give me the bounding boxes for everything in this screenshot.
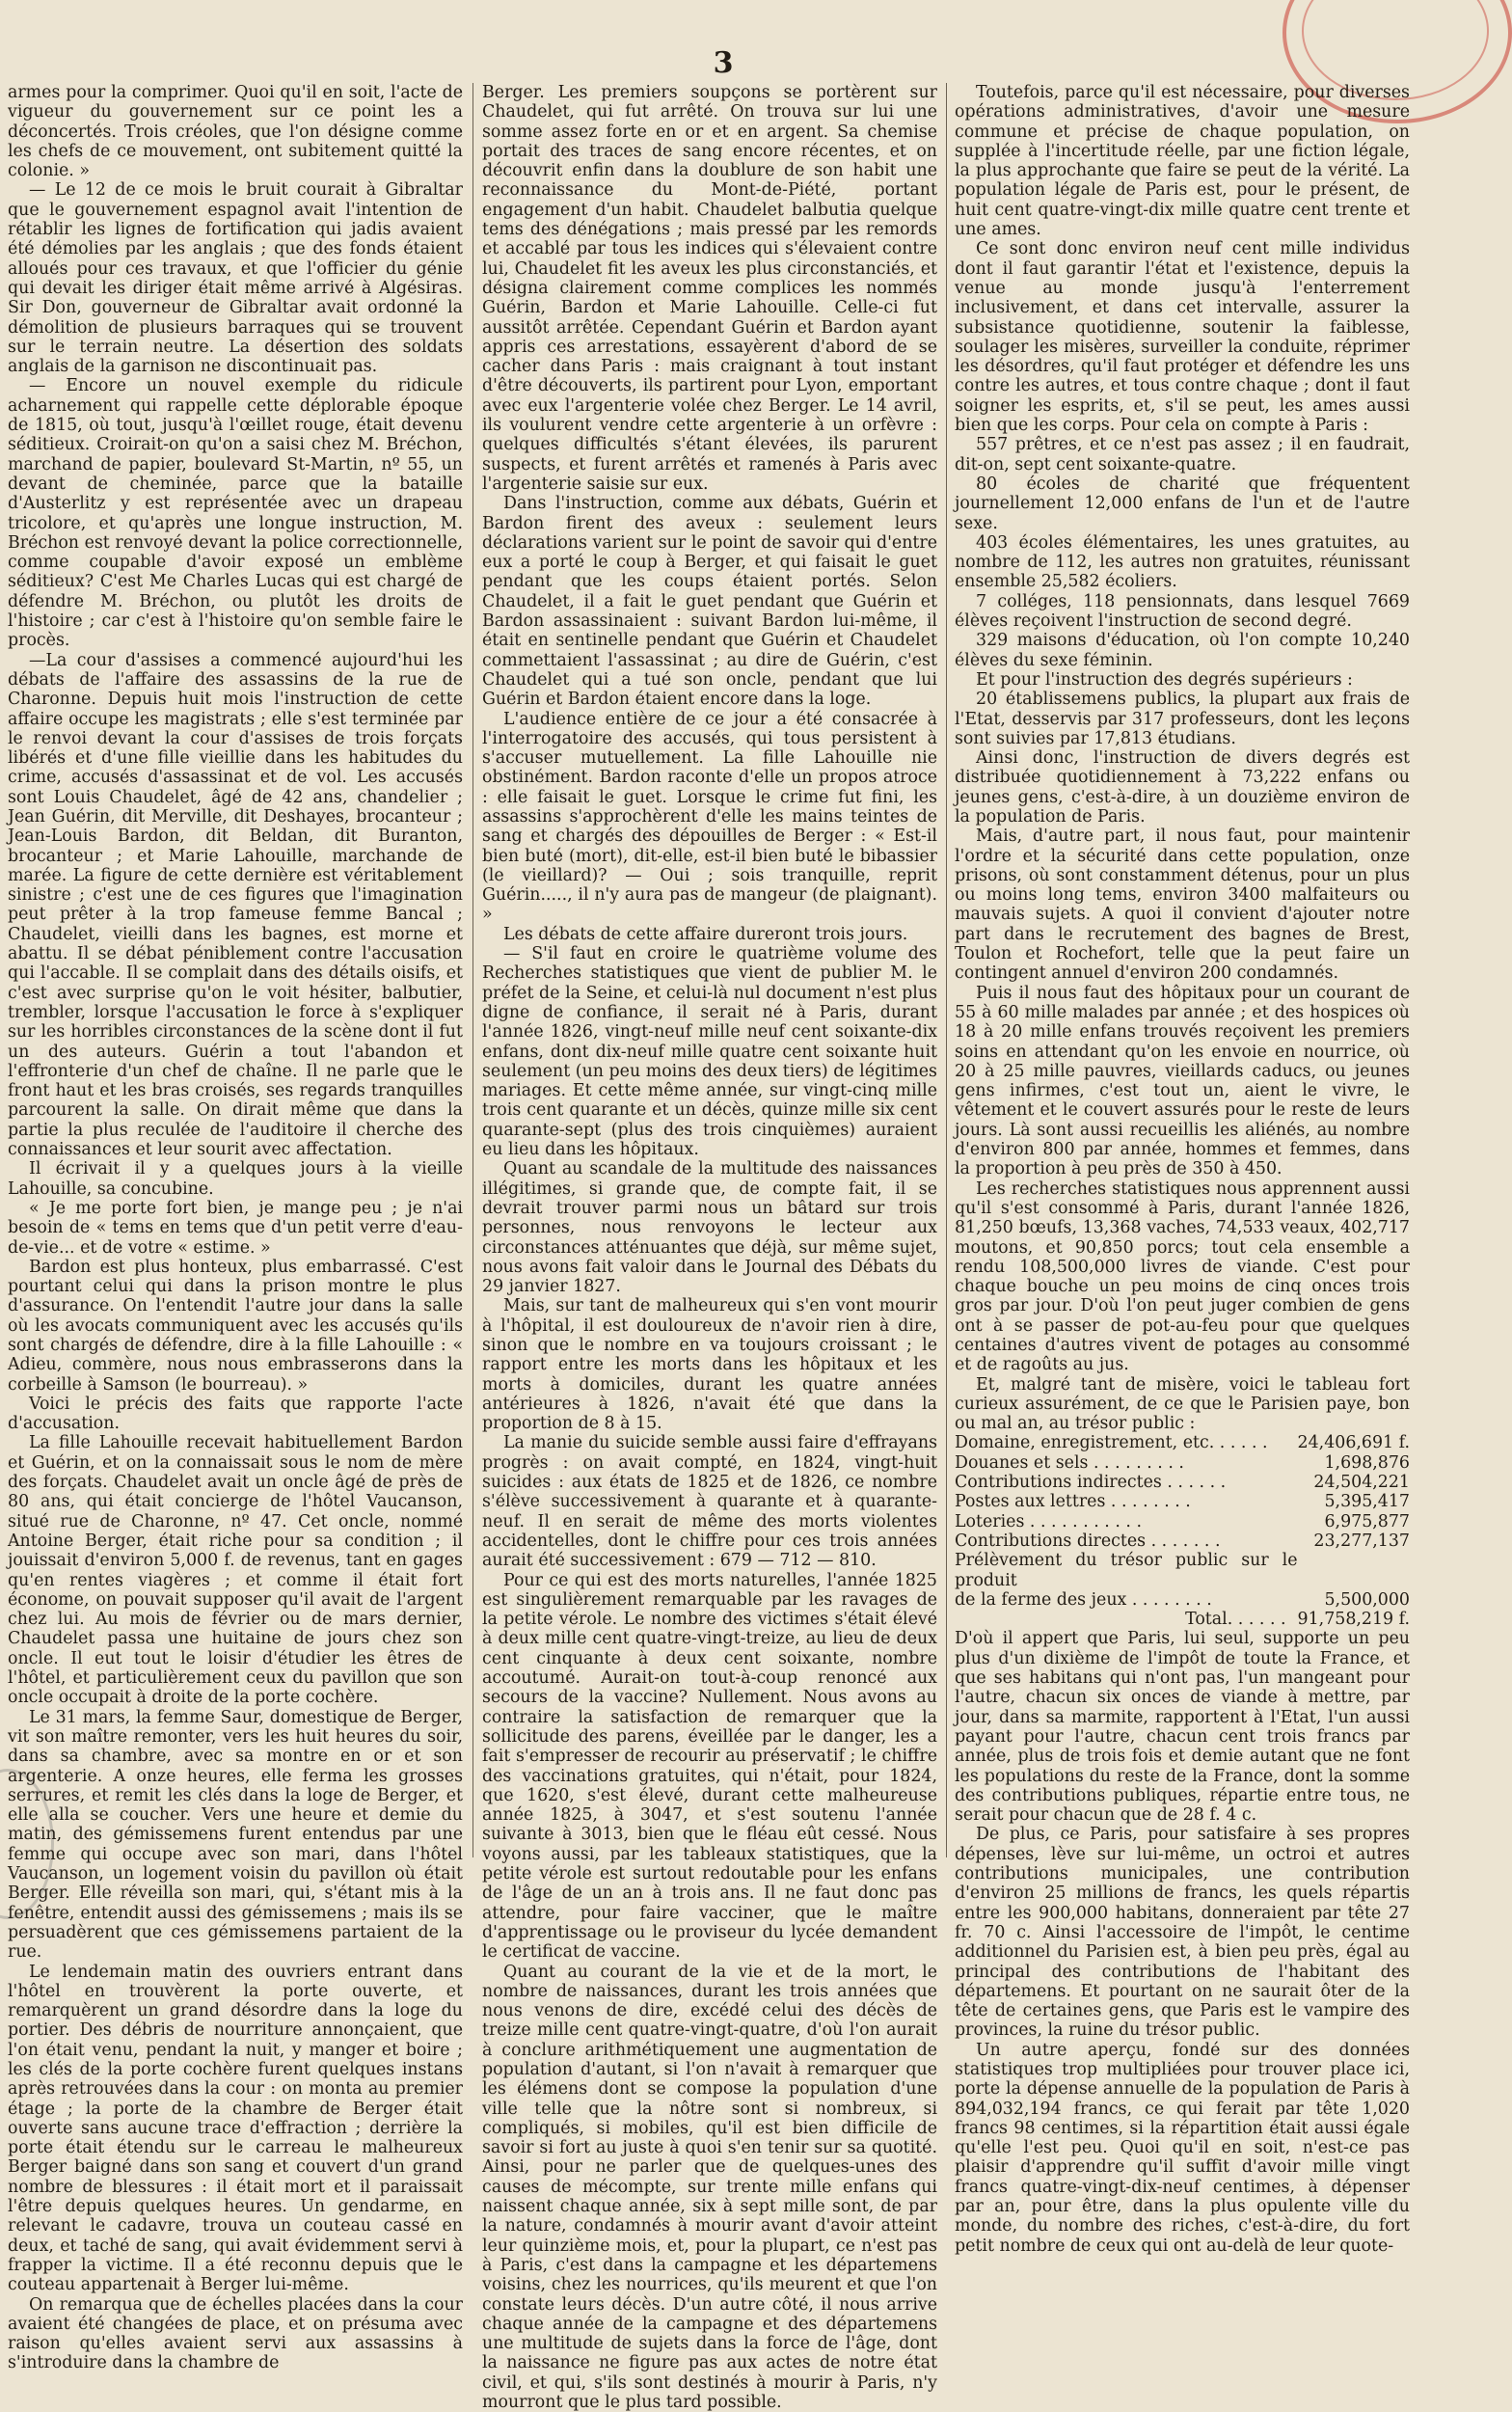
budget-amount: 6,975,877: [1298, 1512, 1410, 1531]
paragraph: Ce sont donc environ neuf cent mille individus dont il faut garantir l'état et l'existence, depuis la venue au monde jusqu'à l'enterrement inclusivement, et dans cet intervalle, assurer la subsistance quotidienne, soutenir la faiblesse, soulager les misères, surveiller la conduite, réprimer les désordres, qu'il faut protéger et défendre les uns contre les autres, et tous contre chaque ; dont il faut soigner les esprits, et, s'il se peut, les ames aussi bien que les corps. Pour cela on compte à Paris :: [955, 239, 1410, 435]
budget-amount: 24,406,691 f.: [1298, 1433, 1410, 1452]
paragraph: Bardon est plus honteux, plus embarrassé. C'est pourtant celui qui dans la prison montre le plus d'assurance. On l'entendit l'autre jour dans la salle où les avocats communiquent avec les accusés qu'ils sont chargés de défendre, dire à la fille Lahouille : « Adieu, commère, nous nous embrasserons dans la corbeille à Samson (le bourreau). »: [8, 1258, 463, 1395]
paragraph: Mais, sur tant de malheureux qui s'en vont mourir à l'hôpital, il est douloureux de n'avoir rien à dire, sinon que le nombre en va toujours croissant ; le rapport entre les morts dans les hôpitaux et les morts à domiciles, durant les quatre années antérieures à 1826, n'avait été que dans la proportion de 8 à 15.: [482, 1296, 937, 1433]
budget-amount: 5,500,000: [1298, 1590, 1410, 1610]
paragraph: 329 maisons d'éducation, où l'on compte 10,240 élèves du sexe féminin.: [955, 631, 1410, 670]
paragraph: Mais, d'autre part, il nous faut, pour maintenir l'ordre et la sécurité dans cette population, onze prisons, où sont constamment détenus, pour un plus ou moins long tems, environ 3400 malfaiteurs ou mauvais sujets. A quoi il convient d'ajouter notre part dans le recrutement des bagnes de Brest, Toulon et Rochefort, telle que la peut faire un contingent annuel d'environ 200 condamnés.: [955, 827, 1410, 983]
paragraph: Toutefois, parce qu'il est nécessaire, pour diverses opérations administratives, d'avoir une mesure commune et précise de chaque population, on supplée à l'incertitude réelle, par une fiction légale, la plus approchante que faire se peut de la vérité. La population légale de Paris est, pour le présent, de huit cent quatre-vingt-dix mille quatre cent trente et une ames.: [955, 83, 1410, 239]
paragraph: 557 prêtres, et ce n'est pas assez ; il en faudrait, dit-on, sept cent soixante-quatre.: [955, 435, 1410, 474]
paragraph: Puis il nous faut des hôpitaux pour un courant de 55 à 60 mille malades par année ; et des hospices où 18 à 20 mille enfans trouvés reçoivent les premiers soins en attendant qu'on les envoie en nourrice, où 20 à 25 mille pauvres, vieillards caducs, ou jeunes gens infirmes, c'est tout un, aient le vivre, le vêtement et le couvert assurés pour le reste de leurs jours. Là sont aussi recueillis les aliénés, au nombre d'environ 800 par année, hommes et femmes, dans la proportion à peu près de 350 à 450.: [955, 984, 1410, 1179]
column-2: [482, 83, 937, 1857]
table-row: [955, 1433, 1410, 1452]
budget-amount: 5,395,417: [1298, 1492, 1410, 1511]
budget-amount: [1298, 1551, 1410, 1590]
table-row: [955, 1492, 1410, 1511]
budget-label: Loteries . . . . . . . . . . .: [955, 1512, 1298, 1531]
budget-label: Domaine, enregistrement, etc. . . . . .: [955, 1433, 1298, 1452]
column-rule: [472, 83, 473, 1857]
table-row: [955, 1551, 1410, 1590]
paragraph: D'où il appert que Paris, lui seul, supporte un peu plus d'un dixième de l'impôt de toute la France, et que ses habitans qui n'ont pas, l'un mangeant pour l'autre, chacun six onces de viande à mettre, par jour, dans sa marmite, rapportent à l'Etat, l'un aussi payant pour l'autre, chacun cent trois francs par année, plus de trois fois et demie autant que ne font les populations du reste de la France, dont la somme des contributions publiques, répartie entre tous, ne serait pour chacun que de 28 f. 4 c.: [955, 1629, 1410, 1825]
paragraph: Il écrivait il y a quelques jours à la vieille Lahouille, sa concubine.: [8, 1159, 463, 1199]
budget-amount: 24,504,221: [1298, 1473, 1410, 1492]
paragraph: —La cour d'assises a commencé aujourd'hui les débats de l'affaire des assassins de la rue de Charonne. Depuis huit mois l'instruction de cette affaire occupe les magistrats ; elle s'est terminée par le renvoi devant la cour d'assises de trois forçats libérés et d'une fille vieillie dans les habitudes du crime, accusés d'assassinat et de vol. Les accusés sont Louis Chaudelet, âgé de 42 ans, chandelier ; Jean Guérin, dit Merville, dit Deshayes, brocanteur ; Jean-Louis Bardon, dit Beldan, dit Buranton, brocanteur ; et Marie Lahouille, marchande de marée. La figure de cette dernière est véritablement sinistre ; c'est une de ces figures que l'imagination peut prêter à la trop fameuse femme Bancal ; Chaudelet, vieilli dans les bagnes, est morne et abattu. Il se débat péniblement contre l'accusation qui l'accable. Il se complait dans des détails oisifs, et c'est avec surprise qu'on le voit hésiter, balbutier, trembler, lorsque l'accusation le force à s'expliquer sur les horribles circonstances de la scène dont il fut un des auteurs. Guérin a tout l'abandon et l'effronterie d'un chef de chaîne. Il ne parle que le front haut et les bras croisés, ses regards tranquilles parcourent la salle. On dirait même que dans la partie la plus reculée de l'auditoire il cherche des connaissances et leur sourit avec affectation.: [8, 651, 463, 1160]
budget-label: Prélèvement du trésor public sur le produit: [955, 1551, 1298, 1590]
paragraph: On remarqua que de échelles placées dans la cour avaient été changées de place, et on présuma avec raison qu'elles avaient servi aux assassins à s'introduire dans la chambre de: [8, 2295, 463, 2373]
paragraph: Le lendemain matin des ouvriers entrant dans l'hôtel en trouvèrent la porte ouverte, et remarquèrent un grand désordre dans la loge du portier. Des débris de nourriture annonçaient, que l'on était venu, pendant la nuit, y manger et boire ; les clés de la porte cochère furent quelques instans après retrouvées dans la cour : on monta au premier étage ; la porte de la chambre de Berger était ouverte sans aucune trace d'effraction ; derrière la porte était étendu sur le carreau le malheureux Berger baigné dans son sang et couvert d'un grand nombre de blessures : il était mort et il paraissait l'être depuis quelques heures. Un gendarme, en relevant le cadavre, trouva un couteau cassé en deux, et taché de sang, qui avait évidemment servi à frapper la victime. Il a été reconnu depuis que le couteau appartenait à Berger lui-même.: [8, 1963, 463, 2295]
paragraph: De plus, ce Paris, pour satisfaire à ses propres dépenses, lève sur lui-même, un octroi et autres contributions municipales, une contribution d'environ 25 millions de francs, les quels répartis entre les 900,000 habitans, donneraient par tête 27 fr. 70 c. Ainsi l'accessoire de l'impôt, le centime additionnel du Parisien est, à bien peu près, égal au principal des contributions de l'habitant des départemens. Et pourtant on ne saurait ôter de la tête de certaines gens, que Paris est le vampire des provinces, la ruine du trésor public.: [955, 1825, 1410, 2040]
paragraph: Berger. Les premiers soupçons se portèrent sur Chaudelet, qui fut arrêté. On trouva sur lui une somme assez forte en or et en argent. Sa chemise portait des traces de sang encore récentes, et on découvrit enfin dans la doublure de son habit une reconnaissance du Mont-de-Piété, portant engagement d'un habit. Chaudelet balbutia quelque tems des dénégations ; mais pressé par les remords et accablé par tous les indices qui s'élevaient contre lui, Chaudelet fit les aveux les plus circonstanciés, et désigna clairement comme complices les nommés Guérin, Bardon et Marie Lahouille. Celle-ci fut aussitôt arrêtée. Cependant Guérin et Bardon ayant appris ces arrestations, essayèrent d'abord de se cacher dans Paris : mais craignant à tout instant d'être découverts, ils partirent pour Lyon, emportant avec eux l'argenterie volée chez Berger. Le 14 avril, ils voulurent vendre cette argenterie à un orfèvre : quelques difficultés s'étant élevées, ils parurent suspects, et furent arrêtés et ramenés à Paris avec l'argenterie saisie sur eux.: [482, 83, 937, 494]
paragraph: Quant au courant de la vie et de la mort, le nombre de naissances, durant les trois années que nous venons de dire, excédé celui des décès de treize mille cent quatre-vingt-quatre, d'où l'on aurait à conclure arithmétiquement une augmentation de population d'autant, si l'on n'avait à remarquer que les élémens dont se compose la population d'une ville telle que la nôtre sont si nombreux, si compliqués, si mobiles, qu'il est bien difficile de savoir si fort au juste à quoi s'en tenir sur sa quotité. Ainsi, pour ne parler que de quelques-unes des causes de mécompte, sur trente mille enfans qui naissent chaque année, six à sept mille sont, de par la nature, condamnés à mourir avant d'avoir atteint leur quinzième mois, et, pour la plupart, ce n'est pas à Paris, c'est dans la campagne et les départemens voisins, chez les nourrices, qu'ils meurent et que l'on constate leurs décès. D'un autre côté, il nous arrive chaque année de la campagne et des départemens une multitude de sujets dans la force de l'âge, dont la naissance ne figure pas aux actes de notre état civil, et qui, s'ils sont destinés à mourir à Paris, n'y mourront que le plus tard possible.: [482, 1963, 937, 2412]
paragraph: Et, malgré tant de misère, voici le tableau fort curieux assurément, de ce que le Parisien paye, bon ou mal an, au trésor public :: [955, 1375, 1410, 1434]
column-1: [8, 83, 463, 1857]
paragraph: — Le 12 de ce mois le bruit courait à Gibraltar que le gouvernement espagnol avait l'intention de rétablir les lignes de fortification qui jadis avaient été démolies par les anglais ; que des fonds étaient alloués pour ces travaux, et que l'officier du génie qui devait les diriger était même arrivé à Algésiras. Sir Don, gouverneur de Gibraltar avait ordonné la démolition de plusieurs barraques qui se trouvent sur le terrain neutre. La désertion des soldats anglais de la garnison ne discontinuait pas.: [8, 180, 463, 376]
budget-label: Douanes et sels . . . . . . . . .: [955, 1453, 1298, 1473]
budget-label: de la ferme des jeux . . . . . . . .: [955, 1590, 1298, 1610]
paragraph: Les débats de cette affaire dureront trois jours.: [482, 925, 937, 944]
total-amount: 91,758,219 f.: [1298, 1610, 1410, 1629]
table-row: [955, 1531, 1410, 1551]
column-3: [955, 83, 1410, 1857]
paragraph: — Encore un nouvel exemple du ridicule acharnement qui rappelle cette déplorable époque de 1815, où tout, jusqu'à l'œillet rouge, était devenu séditieux. Croirait-on qu'on a saisi chez M. Bréchon, marchand de papier, boulevard St-Martin, nº 55, un devant de cheminée, parce que la bataille d'Austerlitz y est représentée avec un drapeau tricolore, et qu'après une longue instruction, M. Bréchon est renvoyé devant la police correctionnelle, comme coupable d'avoir exposé un emblème séditieux? C'est Me Charles Lucas qui est chargé de défendre M. Bréchon, ou plutôt les droits de l'histoire ; car c'est à l'histoire qu'on semble faire le procès.: [8, 376, 463, 650]
budget-table: [955, 1433, 1410, 1629]
table-row: [955, 1590, 1410, 1610]
paragraph: Voici le précis des faits que rapporte l'acte d'accusation.: [8, 1395, 463, 1434]
paragraph: 403 écoles élémentaires, les unes gratuites, au nombre de 112, les autres non gratuites, réunissant ensemble 25,582 écoliers.: [955, 533, 1410, 592]
paragraph: La fille Lahouille recevait habituellement Bardon et Guérin, et on la connaissait sous le nom de mère des forçats. Chaudelet avait un oncle âgé de près de 80 ans, qui était concierge de l'hôtel Vaucanson, situé rue de Charonne, nº 47. Cet oncle, nommé Antoine Berger, était riche pour sa condition ; il jouissait d'environ 5,000 f. de revenus, tant en gages qu'en rentes viagères ; et comme il était fort économe, on pouvait supposer qu'il avait de l'argent chez lui. Au mois de février ou de mars dernier, Chaudelet passa une huitaine de jours chez son oncle. Il eut tout le loisir d'étudier les êtres de l'hôtel, et particulièrement ceux du pavillon que son oncle occupait à droite de la porte cochère.: [8, 1433, 463, 1707]
paragraph: Dans l'instruction, comme aux débats, Guérin et Bardon firent des aveux : seulement leurs déclarations varient sur le point de savoir qui d'entre eux a porté le coup à Berger, et qui faisait le guet pendant que les coups étaient portés. Selon Chaudelet, il a fait le guet pendant que Guérin et Bardon assassinaient : suivant Bardon lui-même, il était en sentinelle pendant que Guérin et Chaudelet commettaient l'assassinat ; au dire de Guérin, c'est Chaudelet qui a tué son oncle, pendant que lui Guérin et Bardon étaient encore dans la loge.: [482, 494, 937, 709]
budget-label: Contributions directes . . . . . . .: [955, 1531, 1298, 1551]
paragraph: Un autre aperçu, fondé sur des données statistiques trop multipliées pour trouver place ici, porte la dépense annuelle de la population de Paris à 894,032,194 francs, ce qui ferait par tête 1,020 francs 98 centimes, si la répartition était aussi égale qu'elle l'est peu. Quoi qu'il en soit, n'est-ce pas plaisir d'apprendre qu'il suffit d'avoir mille vingt francs quatre-vingt-dix-neuf centimes, à dépenser par an, pour être, dans la plus opulente ville du monde, du nombre des riches, c'est-à-dire, du fort petit nombre de ceux qui ont au-delà de leur quote-: [955, 2041, 1410, 2256]
page-number: 3: [0, 46, 1446, 80]
paragraph: Pour ce qui est des morts naturelles, l'année 1825 est singulièrement remarquable par les ravages de la petite vérole. Le nombre des victimes s'était élevé à deux mille cent quatre-vingt-treize, au lieu de deux cent cinquante à deux cent soixante, nombre accoutumé. Aurait-on tout-à-coup renoncé aux secours de la vaccine? Nullement. Nous avons au contraire la satisfaction de remarquer que la sollicitude des parens, éveillée par le danger, les a fait s'empresser de recourir au préservatif ; le chiffre des vaccinations gratuites, qui n'était, pour 1824, que 1620, s'est élevé, durant cette malheureuse année 1825, à 3047, et s'est soutenu l'année suivante à 3013, bien que le fléau eût cessé. Nous voyons aussi, par les tableaux statistiques, que la petite vérole est surtout redoutable pour les enfans de l'âge de un an à trois ans. Il ne faut donc pas attendre, pour faire vacciner, que le maître d'apprentissage ou le proviseur du lycée demandent le certificat de vaccine.: [482, 1571, 937, 1963]
column-rule: [946, 83, 947, 1857]
total-label: Total. . . . . .: [955, 1610, 1298, 1629]
paragraph: Les recherches statistiques nous apprennent aussi qu'il s'est consommé à Paris, durant l'année 1826, 81,250 bœufs, 13,368 vaches, 74,533 veaux, 402,717 moutons, et 90,850 porcs; tout cela ensemble a rendu 108,500,000 livres de viande. C'est pour chaque bouche un peu moins de cinq onces trois gros par jour. D'où l'on peut juger combien de gens ont à se passer de pot-au-feu pour que quelques centaines d'autres vivent de potages au consommé et de ragoûts au jus.: [955, 1179, 1410, 1375]
paragraph: 20 établissemens publics, la plupart aux frais de l'Etat, desservis par 317 professeurs, dont les leçons sont suivies par 17,813 étudians.: [955, 690, 1410, 748]
table-row: [955, 1453, 1410, 1473]
total-row: [955, 1610, 1410, 1629]
paragraph: La manie du suicide semble aussi faire d'effrayans progrès : on avait compté, en 1824, vingt-huit suicides : aux états de 1825 et de 1826, ce nombre s'élève successivement à quarante et à quarante-neuf. Il en serait de même des morts violentes accidentelles, dont le chiffre pour ces trois années aurait été successivement : 679 — 712 — 810.: [482, 1433, 937, 1570]
paragraph: L'audience entière de ce jour a été consacrée à l'interrogatoire des accusés, qui tous persistent à s'accuser mutuellement. La fille Lahouille nie obstinément. Bardon raconte d'elle un propos atroce : elle faisait le guet. Lorsque le crime fut fini, les assassins s'approchèrent d'elle les mains teintes de sang et chargés des dépouilles de Berger : « Est-il bien buté (mort), dit-elle, est-il bien buté le bibassier (le vieillard)? — Oui ; sois tranquille, reprit Guérin....., il n'y aura pas de mangeur (de plaignant). »: [482, 710, 937, 925]
paragraph: Ainsi donc, l'instruction de divers degrés est distribuée quotidiennement à 73,222 enfans ou jeunes gens, c'est-à-dire, à un douzième environ de la population de Paris.: [955, 748, 1410, 827]
paragraph: Le 31 mars, la femme Saur, domestique de Berger, vit son maître remonter, vers les huit heures du soir, dans sa chambre, avec sa montre en or et son argenterie. A onze heures, elle ferma les grosses serrures, et remit les clés dans la loge de Berger, et elle alla se coucher. Vers une heure et demie du matin, des gémissemens furent entendus par une femme qui occupe avec son mari, dans l'hôtel Vaucanson, un logement voisin du pavillon où était Berger. Elle réveilla son mari, qui, s'étant mis à la fenêtre, entendit aussi des gémissemens ; mais ils se persuadèrent que ces gémissemens partaient de la rue.: [8, 1708, 463, 1963]
budget-label: Postes aux lettres . . . . . . . .: [955, 1492, 1298, 1511]
paragraph: — S'il faut en croire le quatrième volume des Recherches statistiques que vient de publier M. le préfet de la Seine, et celui-là nul document n'est plus digne de confiance, il serait né à Paris, durant l'année 1826, vingt-neuf mille neuf cent soixante-dix enfans, dont dix-neuf mille quatre cent soixante huit seulement (un peu moins des deux tiers) de légitimes mariages. Et cette même année, sur vingt-cinq mille trois cent quarante et un décès, quinze mille six cent quarante-sept (plus des trois cinquièmes) auraient eu lieu dans les hôpitaux.: [482, 944, 937, 1159]
paragraph: 80 écoles de charité que fréquentent journellement 12,000 enfans de l'un et de l'autre sexe.: [955, 474, 1410, 533]
paragraph: 7 colléges, 118 pensionnats, dans lesquel 7669 élèves reçoivent l'instruction de second degré.: [955, 592, 1410, 632]
table-row: [955, 1512, 1410, 1531]
budget-amount: 1,698,876: [1298, 1453, 1410, 1473]
paragraph: Et pour l'instruction des degrés supérieurs :: [955, 670, 1410, 690]
budget-amount: 23,277,137: [1298, 1531, 1410, 1551]
table-row: [955, 1473, 1410, 1492]
paragraph: armes pour la comprimer. Quoi qu'il en soit, l'acte de vigueur du gouvernement sur ce point les a déconcertés. Trois créoles, que l'on désigne comme les chefs de ce mouvement, ont subitement quitté la colonie. »: [8, 83, 463, 180]
budget-label: Contributions indirectes . . . . . .: [955, 1473, 1298, 1492]
paragraph: Quant au scandale de la multitude des naissances illégitimes, si grande que, de compte fait, il se devrait trouver parmi nous un bâtard sur trois personnes, nous renvoyons le lecteur aux circonstances atténuantes que déjà, sur même sujet, nous avons fait valoir dans le Journal des Débats du 29 janvier 1827.: [482, 1159, 937, 1296]
quote-paragraph: « Je me porte fort bien, je mange peu ; je n'ai besoin de « tems en tems que d'un petit verre d'eau-de-vie... et de votre « estime. »: [8, 1199, 463, 1258]
